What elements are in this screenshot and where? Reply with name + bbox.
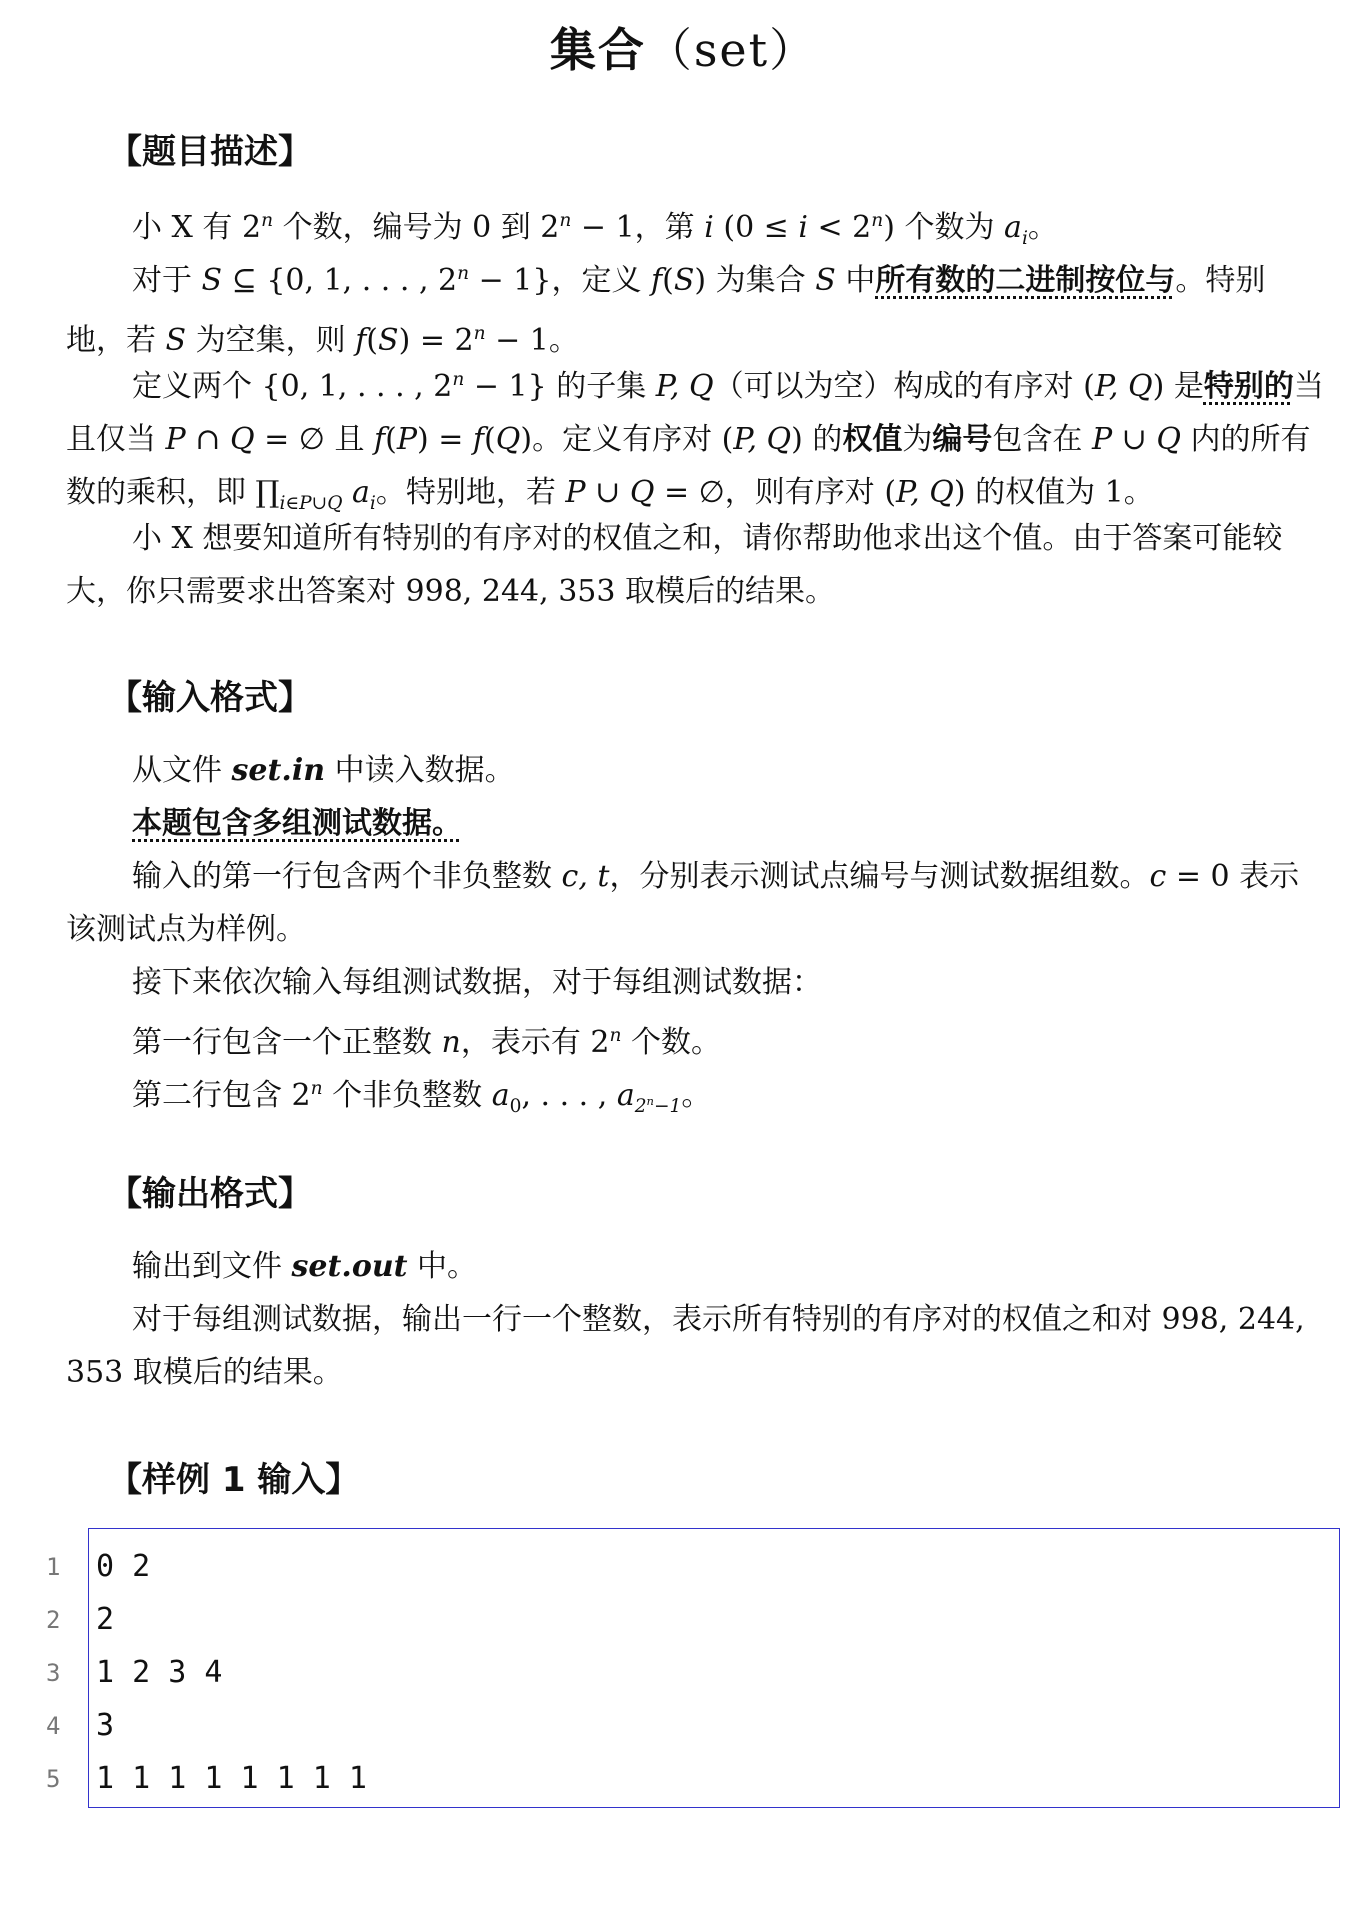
description-paragraph-1: 小 X 有 2$^n$ 个数，编号为 0 到 $2^n - 1$，第 i $(0 \le i < 2^n)$ 个数为 $a_i$。 bbox=[132, 210, 1058, 249]
line-content: 0 2 bbox=[96, 1549, 151, 1584]
input-format-heading: 【输入格式】 bbox=[108, 678, 312, 718]
input-line-6: 第二行包含 2$^n$ 个非负整数 $a_0$, . . . , $a_{2^n-1}$。 bbox=[132, 1078, 712, 1117]
output-line-2: 对于每组测试数据，输出一行一个整数，表示所有特别的有序对的权值之和对 998, 244, 353 取模后的结果。 bbox=[66, 1302, 1305, 1390]
input-line-2 bbox=[66, 797, 1324, 850]
line-content: 1 2 3 4 bbox=[96, 1655, 223, 1690]
weight-emphasis: 权值 bbox=[842, 422, 903, 457]
special-emphasis: 特别的 bbox=[1203, 369, 1294, 404]
title-main: 集合 bbox=[549, 23, 646, 77]
line-content: 1 1 1 1 1 1 1 1 bbox=[96, 1761, 367, 1796]
line-number: 5 bbox=[46, 1764, 61, 1793]
bitwise-and-emphasis: 所有数的二进制按位与 bbox=[875, 263, 1176, 298]
line-number: 4 bbox=[46, 1711, 61, 1740]
description-paragraph-2: 对于 S ⊆ {0, 1, . . . , $2^n - 1$}，定义 f(S) 为集合 S 中所有数的二进制按位与。特别地，若 S 为空集，则 $f(S) = 2^n - 1$。 bbox=[66, 263, 1266, 358]
input-filename: set.in bbox=[231, 753, 326, 788]
input-line-3: 输入的第一行包含两个非负整数 c, t，分别表示测试点编号与测试数据组数。c = 0 表示该测试点为样例。 bbox=[66, 859, 1300, 947]
page-title bbox=[0, 14, 1367, 80]
line-number: 2 bbox=[46, 1605, 61, 1634]
description-paragraph-3: 定义两个 {0, 1, . . . , $2^n - 1$} 的子集 P, Q（可以为空）构成的有序对 (P, Q) 是特别的当且仅当 P ∩ Q = ∅ 且 f(P) = f(Q)。定义有序对 (P, Q) 的权值为编号包含在 P ∪ Q 内的所有数的乘积，即 $\prod_{i\in P\cup Q}$ $a_i$。特别地，若 P ∪ Q = ∅，则有序对 (P, Q) 的权值为 1。 bbox=[66, 369, 1324, 514]
line-number: 1 bbox=[46, 1552, 61, 1581]
input-line-4: 接下来依次输入每组测试数据，对于每组测试数据： bbox=[132, 965, 822, 1000]
multi-test-emphasis: 本题包含多组测试数据。 bbox=[132, 806, 462, 841]
output-format-heading: 【输出格式】 bbox=[108, 1174, 312, 1214]
description-paragraph-4: 小 X 想要知道所有特别的有序对的权值之和，请你帮助他求出这个值。由于答案可能较大，你只需要求出答案对 998, 244, 353 取模后的结果。 bbox=[66, 521, 1283, 609]
input-line-5: 第一行包含一个正整数 n，表示有 2$^n$ 个数。 bbox=[132, 1025, 722, 1060]
output-filename: set.out bbox=[291, 1249, 408, 1284]
index-emphasis: 编号 bbox=[932, 422, 993, 457]
title-paren: （set） bbox=[645, 23, 818, 77]
line-content: 2 bbox=[96, 1602, 115, 1637]
input-line-1: 从文件 set.in 中读入数据。 bbox=[132, 753, 515, 788]
sample1-input-heading: 【样例 1 输入】 bbox=[108, 1460, 360, 1500]
description-heading: 【题目描述】 bbox=[108, 132, 312, 172]
output-line-1: 输出到文件 set.out 中。 bbox=[132, 1249, 478, 1284]
line-number: 3 bbox=[46, 1658, 61, 1687]
line-content: 3 bbox=[96, 1708, 115, 1743]
